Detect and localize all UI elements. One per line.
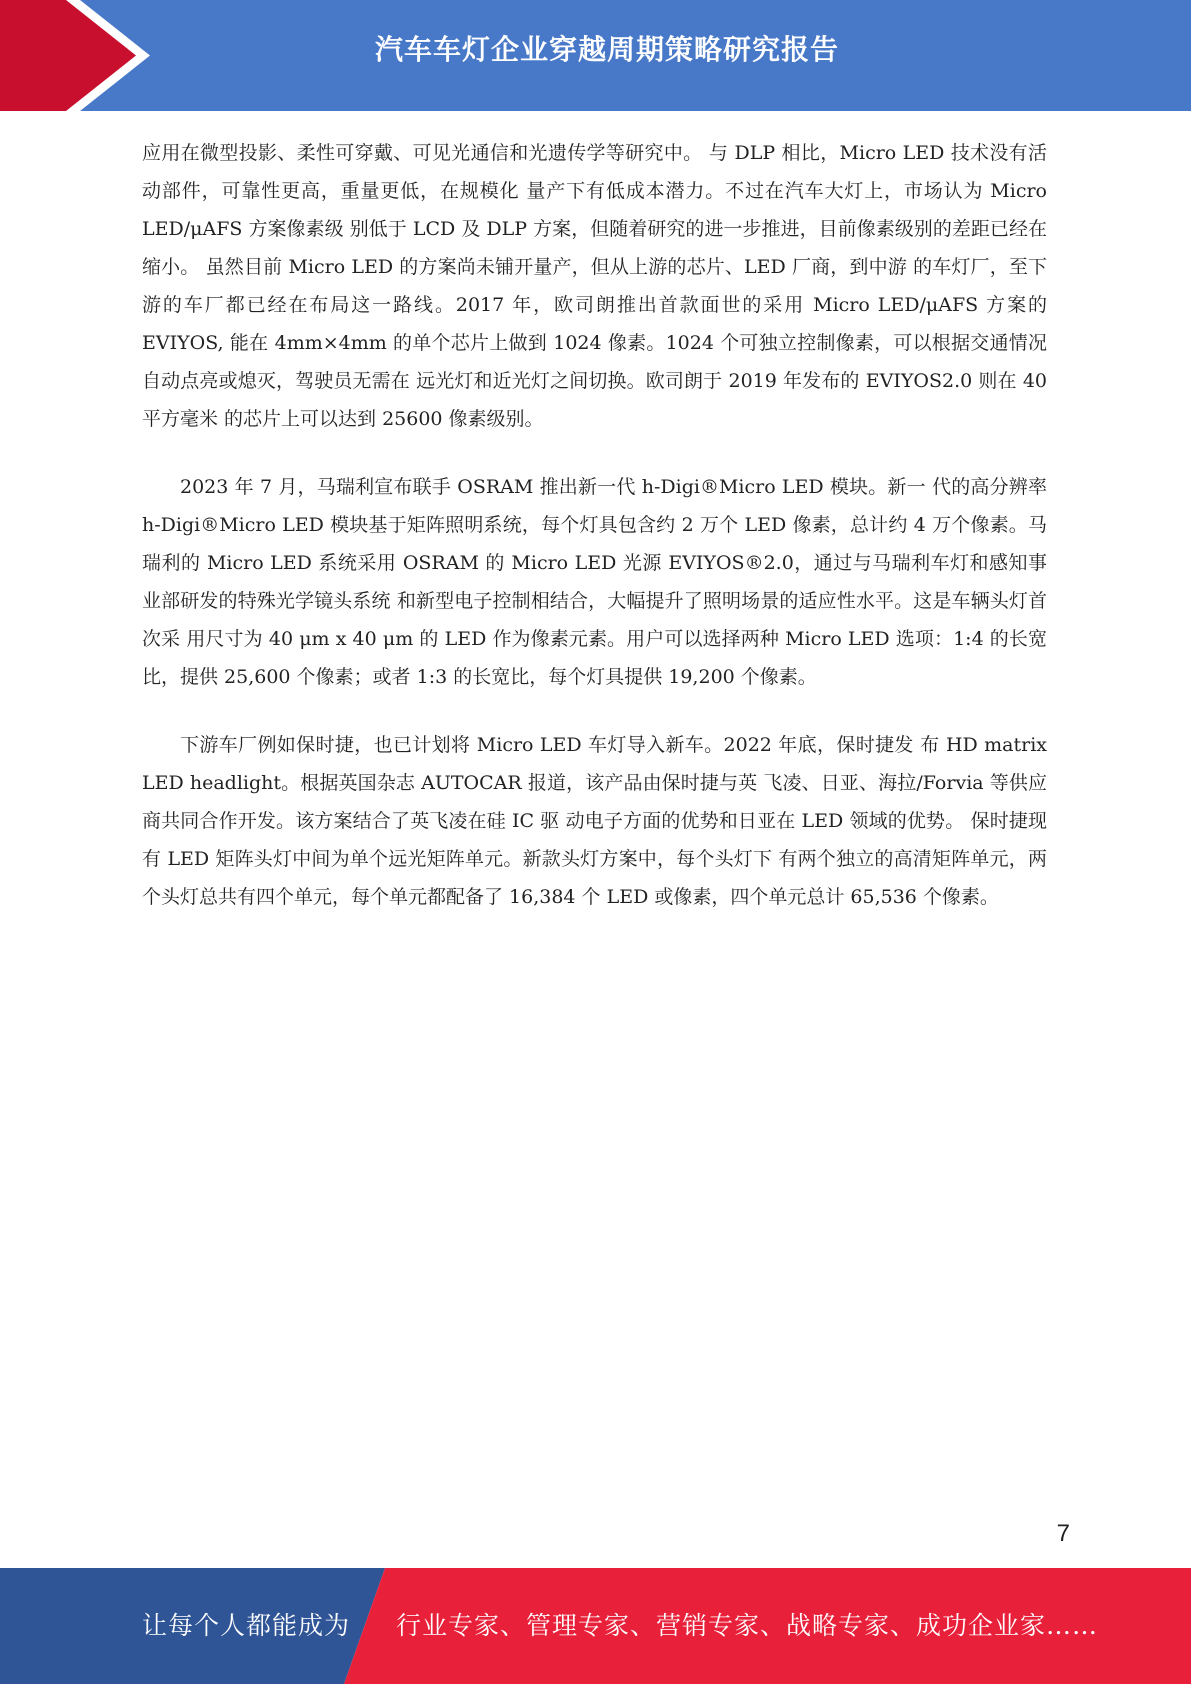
page-header <box>0 0 1191 111</box>
paragraph-2: 2023 年 7 月，马瑞利宣布联手 OSRAM 推出新一代 h-Digi®Micro LED 模块。新一 代的高分辨率 h-Digi®Micro LED 模块基于矩阵照明系统，每个灯具包含约 2 万个 LED 像素，总计约 4 万个像素。马瑞利的 Micro LED 系统采用 OSRAM 的 Micro LED 光源 EVIYOS®2.0，通过与马瑞利车灯和感知事业部研发的特殊光学镜头系统 和新型电子控制相结合，大幅提升了照明场景的适应性水平。这是车辆头灯首次采 用尺寸为 40 μm x 40 μm 的 LED 作为像素元素。用户可以选择两种 Micro LED 选项：1:4 的长宽比，提供 25,600 个像素；或者 1:3 的长宽比，每个灯具提供 19,200 个像素。 <box>142 476 1047 688</box>
footer-slogan-right: 行业专家、管理专家、营销专家、战略专家、成功企业家…… <box>396 1611 1099 1640</box>
main-content <box>142 134 1047 946</box>
paragraph-3: 下游车厂例如保时捷，也已计划将 Micro LED 车灯导入新车。2022 年底，保时捷发 布 HD matrix LED headlight。根据英国杂志 AUTOCAR 报道，该产品由保时捷与英 飞凌、日亚、海拉/Forvia 等供应商共同合作开发。该方案结合了英飞凌在硅 IC 驱 动电子方面的优势和日亚在 LED 领域的优势。 保时捷现有 LED 矩阵头灯中间为单个远光矩阵单元。新款头灯方案中，每个头灯下 有两个独立的高清矩阵单元，两个头灯总共有四个单元，每个单元都配备了 16,384 个 LED 或像素，四个单元总计 65,536 个像素。 <box>142 734 1047 908</box>
report-title: 汽车车灯企业穿越周期策略研究报告 <box>374 33 839 66</box>
footer-slogan-left: 让每个人都能成为 <box>142 1611 351 1640</box>
paragraph-1: 应用在微型投影、柔性可穿戴、可见光通信和光遗传学等研究中。 与 DLP 相比，Micro LED 技术没有活动部件，可靠性更高，重量更低，在规模化 量产下有低成本潜力。不过在汽车大灯上，市场认为 Micro LED/μAFS 方案像素级 别低于 LCD 及 DLP 方案，但随着研究的进一步推进，目前像素级别的差距已经在 缩小。 虽然目前 Micro LED 的方案尚未铺开量产，但从上游的芯片、LED 厂商，到中游 的车灯厂，至下游的车厂都已经在布局这一路线。2017 年，欧司朗推出首款面世的采用 Micro LED/μAFS 方案的 EVIYOS, 能在 4mm×4mm 的单个芯片上做到 1024 像素。1024 个可独立控制像素，可以根据交通情况自动点亮或熄灭，驾驶员无需在 远光灯和近光灯之间切换。欧司朗于 2019 年发布的 EVIYOS2.0 则在 40 平方毫米 的芯片上可以达到 25600 像素级别。 <box>142 142 1047 430</box>
page-number: 7 <box>1056 1520 1070 1547</box>
page-footer <box>0 1568 1191 1684</box>
